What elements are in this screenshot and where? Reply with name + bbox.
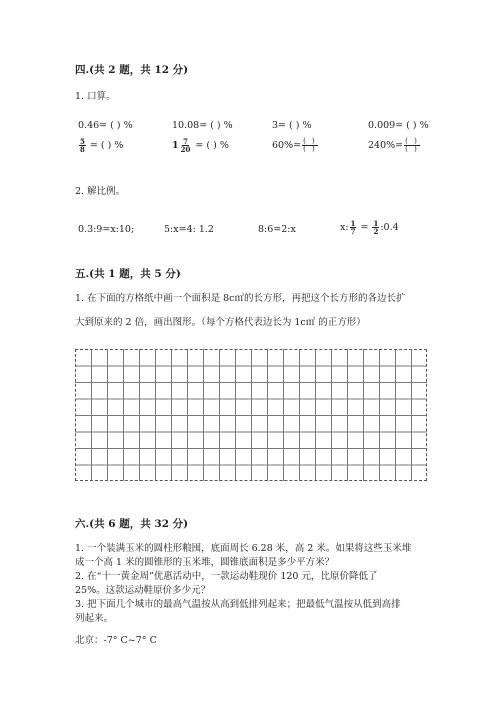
calc-5: $\frac{5}{8}$ = ( ) % (80, 137, 124, 154)
calc-4: 0.009= ( ) % (368, 120, 429, 131)
fraction: $\frac{7}{20}$ (180, 137, 191, 154)
beijing-temperature: 北京：-7° C~7° C (75, 635, 157, 646)
section-6-line-4: 25%。这款运动鞋原价多少元？ (75, 585, 211, 596)
calc-2: 10.08= ( ) % (172, 120, 233, 131)
fraction: $\frac{5}{8}$ (80, 137, 85, 154)
fraction: $\frac{1}{2}$ (373, 219, 379, 236)
calc-7: 60%= $\frac{( )}{( )}$ (272, 137, 317, 153)
calc-8: 240%= $\frac{( )}{( )}$ (368, 137, 419, 153)
fraction: $\frac{1}{7}$ (350, 219, 356, 236)
square-grid-paper (75, 349, 427, 481)
section-6-line-3: 2. 在“十一黄金周”优惠活动中，一款运动鞋现价 120 元，比原价降低了 (75, 571, 378, 582)
section-6-heading: 六.(共 6 题，共 32 分) (75, 518, 189, 530)
proportion-4: x: $\frac{1}{7}$ = $\frac{1}{2}$ :0.4 (340, 219, 399, 236)
section-5-line-2: 大到原来的 2 倍，画出图形。（每个方格代表边长为 1c㎡ 的正方形） (75, 317, 366, 328)
section-5-heading: 五.(共 1 题，共 5 分) (75, 268, 181, 280)
proportion-1: 0.3:9=x:10; (78, 224, 135, 235)
question-1-label: 1. 口算。 (75, 91, 116, 102)
section-6-line-6: 列起来。 (75, 613, 114, 624)
section-6-line-2: 成一个高 1 米的圆锥形的玉米堆，圆锥底面积是多少平方米？ (75, 557, 335, 568)
section-6-line-5: 3. 把下面几个城市的最高气温按从高到低排列起来；把最低气温按从低到高排 (75, 599, 401, 610)
section-6-line-1: 1. 一个装满玉米的圆柱形粮囤，底面周长 6.28 米，高 2 米。如果将这些玉米堆 (75, 543, 412, 554)
section-5-line-1: 1. 在下面的方格纸中画一个面积是 8c㎡的长方形，再把这个长方形的各边长扩 (75, 293, 406, 304)
section-4-heading: 四.(共 2 题，共 12 分) (75, 64, 189, 76)
calc-6: 1 $\frac{7}{20}$ = ( ) % (172, 137, 229, 154)
proportion-2: 5:x=4: 1.2 (164, 224, 214, 235)
question-2-label: 2. 解比例。 (75, 186, 126, 197)
blank-fraction: $\frac{( )}{( )}$ (303, 137, 317, 153)
blank-fraction: $\frac{( )}{( )}$ (405, 137, 419, 153)
proportion-3: 8:6=2:x (258, 224, 296, 235)
calc-3: 3= ( ) % (272, 120, 312, 131)
calc-1: 0.46= ( ) % (78, 120, 133, 131)
